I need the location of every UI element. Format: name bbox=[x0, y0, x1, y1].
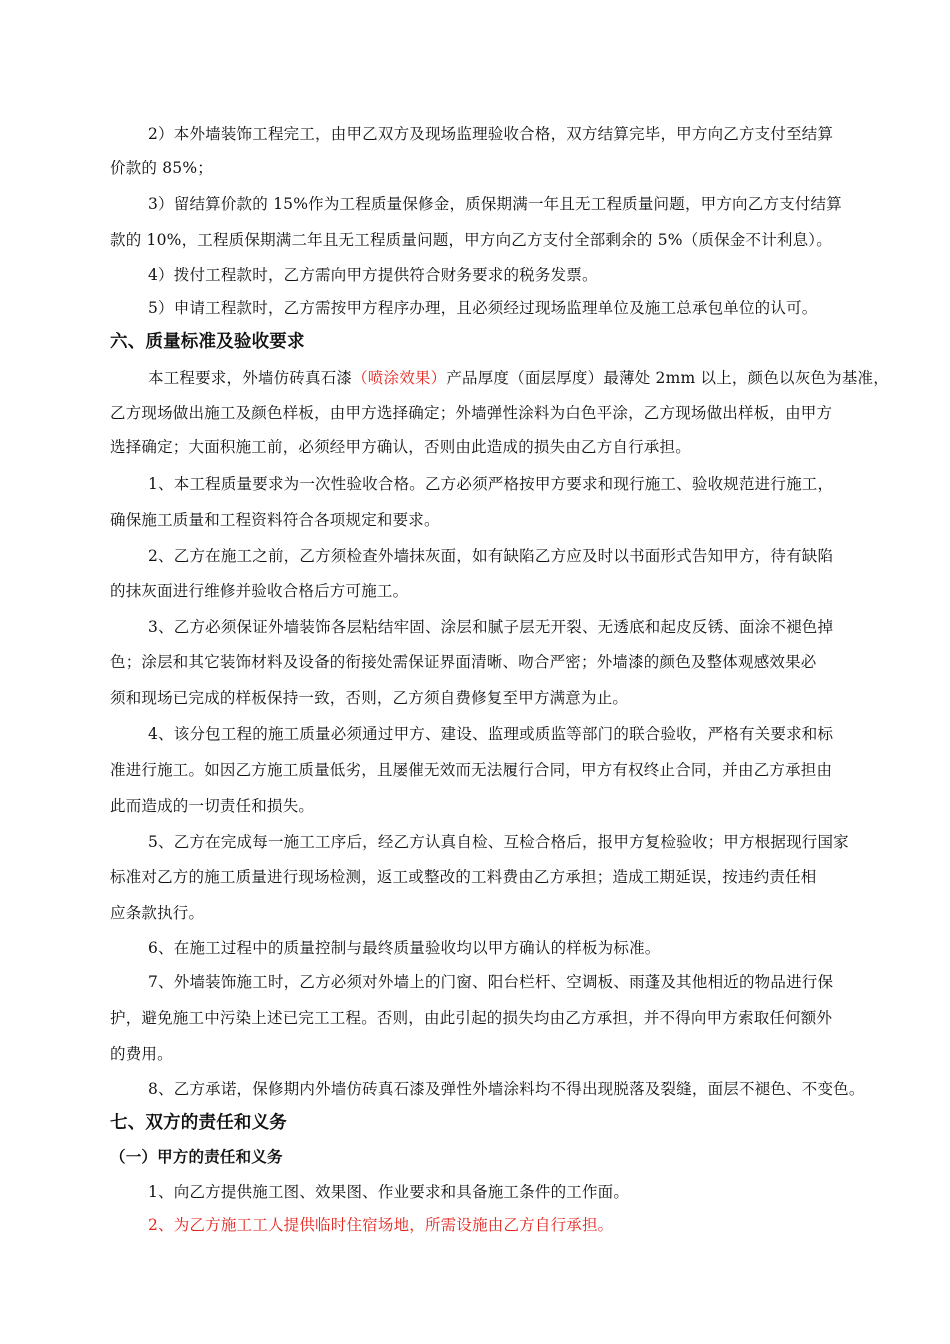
paragraph-line: 7、外墙装饰施工时，乙方必须对外墙上的门窗、阳台栏杆、空调板、雨蓬及其他相近的物品进行保 bbox=[148, 973, 834, 991]
paragraph-line: 的抹灰面进行维修并验收合格后方可施工。 bbox=[110, 582, 409, 600]
text-span: 本工程要求，外墙仿砖真石漆 bbox=[148, 369, 353, 387]
highlight-line: 2、为乙方施工工人提供临时住宿场地，所需设施由乙方自行承担。 bbox=[148, 1216, 614, 1234]
paragraph-line: 应条款执行。 bbox=[110, 904, 205, 922]
paragraph-line: 款的 10%，工程质保期满二年且无工程质量问题，甲方向乙方支付全部剩余的 5%（质保金不计利息）。 bbox=[110, 231, 832, 249]
paragraph-line: 6、在施工过程中的质量控制与最终质量验收均以甲方确认的样板为标准。 bbox=[148, 939, 661, 957]
paragraph-line: 2、乙方在施工之前，乙方须检查外墙抹灰面，如有缺陷乙方应及时以书面形式告知甲方，待有缺陷 bbox=[148, 547, 834, 565]
paragraph-line: 价款的 85%； bbox=[110, 159, 213, 177]
paragraph-line: 色；涂层和其它装饰材料及设备的衔接处需保证界面清晰、吻合严密；外墙漆的颜色及整体观感效果必 bbox=[110, 653, 817, 671]
paragraph-line: 2）本外墙装饰工程完工，由甲乙双方及现场监理验收合格，双方结算完毕，甲方向乙方支付至结算 bbox=[148, 125, 834, 143]
paragraph-line: 5、乙方在完成每一施工工序后，经乙方认真自检、互检合格后，报甲方复检验收；甲方根据现行国家 bbox=[148, 833, 849, 851]
paragraph-line: 1、本工程质量要求为一次性验收合格。乙方必须严格按甲方要求和现行施工、验收规范进行施工， bbox=[148, 475, 834, 493]
section-heading-7: 七、双方的责任和义务 bbox=[110, 1113, 287, 1133]
highlight-text: （喷涂效果） bbox=[352, 369, 447, 387]
subsection-heading: （一）甲方的责任和义务 bbox=[110, 1148, 283, 1166]
paragraph-line: 4）拨付工程款时，乙方需向甲方提供符合财务要求的税务发票。 bbox=[148, 266, 598, 284]
paragraph-line: 1、向乙方提供施工图、效果图、作业要求和具备施工条件的工作面。 bbox=[148, 1183, 630, 1201]
paragraph-line bbox=[148, 368, 889, 388]
paragraph-line: 护，避免施工中污染上述已完工工程。否则，由此引起的损失均由乙方承担，并不得向甲方索取任何额外 bbox=[110, 1009, 833, 1027]
paragraph-line: 此而造成的一切责任和损失。 bbox=[110, 797, 315, 815]
paragraph-line: 准进行施工。如因乙方施工质量低劣，且屡催无效而无法履行合同，甲方有权终止合同，并由乙方承担由 bbox=[110, 761, 833, 779]
text-span: 产品厚度（面层厚度）最薄处 2mm 以上，颜色以灰色为基准， bbox=[446, 369, 889, 387]
paragraph-line: 乙方现场做出施工及颜色样板，由甲方选择确定；外墙弹性涂料为白色平涂，乙方现场做出样板，由甲方 bbox=[110, 404, 833, 422]
paragraph-line: 须和现场已完成的样板保持一致，否则，乙方须自费修复至甲方满意为止。 bbox=[110, 689, 629, 707]
paragraph-line: 4、该分包工程的施工质量必须通过甲方、建设、监理或质监等部门的联合验收，严格有关要求和标 bbox=[148, 725, 834, 743]
paragraph-line: 3）留结算价款的 15%作为工程质量保修金，质保期满一年且无工程质量问题，甲方向乙方支付结算 bbox=[148, 195, 842, 213]
paragraph-line: 3、乙方必须保证外墙装饰各层粘结牢固、涂层和腻子层无开裂、无透底和起皮反锈、面涂不褪色掉 bbox=[148, 618, 834, 636]
paragraph-line: 确保施工质量和工程资料符合各项规定和要求。 bbox=[110, 511, 440, 529]
paragraph-line: 5）申请工程款时，乙方需按甲方程序办理，且必须经过现场监理单位及施工总承包单位的认可。 bbox=[148, 299, 818, 317]
section-heading-6: 六、质量标准及验收要求 bbox=[110, 332, 305, 352]
paragraph-line: 的费用。 bbox=[110, 1045, 173, 1063]
paragraph-line: 标准对乙方的施工质量进行现场检测，返工或整改的工料费由乙方承担；造成工期延误，按违约责任相 bbox=[110, 868, 817, 886]
paragraph-line: 8、乙方承诺，保修期内外墙仿砖真石漆及弹性外墙涂料均不得出现脱落及裂缝，面层不褪色、不变色。 bbox=[148, 1080, 865, 1098]
paragraph-line: 选择确定；大面积施工前，必须经甲方确认，否则由此造成的损失由乙方自行承担。 bbox=[110, 438, 691, 456]
